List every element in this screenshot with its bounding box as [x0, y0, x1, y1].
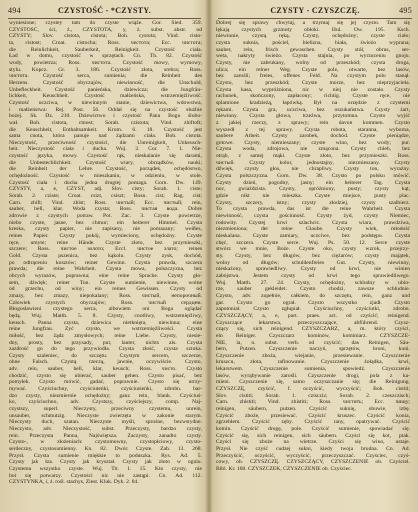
text-line: die Reinheit der Lehre. Czystość, porządek, ochędóstwo, [9, 166, 202, 173]
text-line: Unbefleckheit. Czystość panieńska, dziewicza; die Jungfräu- [9, 86, 202, 93]
text-line: nieskalana. Czyste zamiary, uczciwe, bez podstępu. Czysta [216, 233, 410, 239]
text-line: rachunek, skończony, zapłacony; richtig. Czyste ręce, nie [216, 93, 410, 100]
text-line: kruszcu, złota, rafinowanie. Czyszczenie żołądka, krwi, [216, 359, 410, 366]
text-line: bern, Putzen. Czyszczenie naczyń, sprzętów, broni, koni. [216, 346, 410, 353]
text-line: ulica; ein reiner Weg. Czyste pole, otwarte, bez lasów, [216, 66, 410, 73]
text-line: czystszy, superl. Nieczysty, przeciwny czystemu, unrein, [9, 406, 202, 413]
text-line: dźwięk, czysty głos, nie chrapliwy. Czysty ton, wyraźny. [216, 166, 410, 173]
text-line: keusch. Panna czysta, dziewica nietknięta, niewinna; eine [9, 319, 202, 326]
text-line: z jakiej rzeczy, z sprawy; rein davon kommen. Czysto [216, 119, 410, 126]
text-line: die Unbestechlichkeit. Czystość wiary, obrządków, nauki; [9, 159, 202, 166]
text-line: Nieczysty duch, szatan. Nieczyste myśli, sprośne, bezwstydne. [9, 419, 202, 426]
text-line: splamione kradzieżą, łapówką. Był na urzędzie z czystemi [216, 99, 410, 106]
text-line: sama cnota, która panuje nad żądzami ciała. Boh. cistota. [9, 133, 202, 140]
text-line: Czystość uczciwa, w niewinnym stanie, dziewictwa, wdowstwa, [9, 99, 202, 106]
text-line: sty. Czysty, bez długów, bez ciężarów; czysty majątek, [216, 252, 410, 259]
text-line: Carn. zhistiti; Vind. zhistiti; Ross. чистить; Ecc. чищу; [216, 399, 410, 406]
text-line: Czysta woda, zdrojowa, nie zmącona. Czysty chleb, bez [216, 146, 410, 153]
text-line: wał. Boh. cistota, ctnost; Sorab. czistota; Vind. zhiftoft; [9, 119, 202, 126]
text-line: czący się, sich reinigend. CZYSZCZARZ, a, m. który czyści, [216, 326, 410, 333]
text-line: wyniesione; czystey tam do czyste wiąże. Gor. Sied. 359. [9, 20, 202, 26]
text-line: weta, nakryty świeżo. Czysta stajnia, po wyrzuceniu gnoju. [216, 53, 410, 60]
text-line: unsauber, schmutzig. Nieczyste zwierzęta w zakonie starym. [9, 412, 202, 419]
text-line: reines Papier. Czysty pokój, wymieciony, ochędożny. Czyste [9, 233, 202, 239]
text-line: otrąb, z samej mąki. Czyste złoto, bez przymieszki. Ross. [216, 153, 410, 160]
right-page [210, 0, 418, 512]
text-line: stylu. Kopcz. Gr. 3. 186. Czystość złota, srebra; Ross. [9, 66, 202, 73]
text-line: bez zarośli; freies, offenes Feld. Na czystym polu stanął. [216, 73, 410, 80]
text-line: mieni. Czyszczenie się, samo oczyszczanie się; die Reinigung. [216, 379, 410, 386]
text-line: Sorab. 2. cziste; Croat. csizt, csiszt; Bosn. cist; Rag. cist; [9, 193, 202, 200]
text-line: sauber, hell, klar. Woda czysta; Ross. чистая вода. Dobre [9, 206, 202, 213]
text-line: lekarstwem. Czyszczenie sumienia, spowiedź. Czyszczenie [216, 366, 410, 373]
text-line: Czysta polszczyzna. Gorn. Dw. 38. Czysto po polsku mówić. [216, 173, 410, 180]
text-line: sem, dźwięk; reiner Ton. Czyste sumienie, niewinne, wolne [9, 279, 202, 286]
text-line: bożej. Sk. Dz. 210. Dziewictwo i czystość Panu Bogu ślubo- [9, 113, 202, 120]
text-line: wyszedł z tej sprawy. Czysta robota, staranna, wyborna, [216, 126, 410, 133]
text-line: gar. Czysto go ograł. Czysto wszystko zjadł. Czysto [216, 299, 410, 306]
text-line: Czyszczenie zboża, wiejanie, przesiewanie. Czyszczenie [216, 352, 410, 359]
text-line: zmazy, bez zmazy, niepokalany; Ross. чистый, непорочный. [9, 292, 202, 299]
text-line: wody, powietrza; Ross. чистота. Czystość mowy, wymowy, [9, 59, 202, 66]
text-line: będą. Wuj. Matth. 5. 8. Czysty, cnotliwy, wstrzemięźliwy, [9, 312, 202, 319]
text-line: To czysta prawda, das ist die reine Wahrheit. Czysta [216, 206, 410, 213]
text-line: Czyścić się, sich reinigen, sich säubern. Czyści się kot, ptak. [216, 432, 410, 439]
text-line: Czysto, bez przeszkód; Czyste morze, bez nieprzyjaciela. [216, 79, 410, 86]
text-line: Czysta kasa, wypróżniona, nic w niej nie zostało. Czysty [216, 86, 410, 93]
text-line: obcych wyrazów, poprawna; eine reine Sprache. Czysty gło- [9, 272, 202, 279]
text-line: ein Reiniger. Czyszczarz kominów, kominiarz. CZYSZCZE- [216, 332, 410, 339]
text-line: czysta suknia, pościel, bielizna, biała, świeżo wyprana; [216, 39, 410, 46]
text-line: CZYSZCZĘ, czyścić, f. oczyścić, wyczyścić; Boh. cistiti; [216, 386, 410, 393]
left-text-column [9, 20, 202, 508]
text-line: rękami. Czysta gra, uczciwa, bez oszukaństwa. Czysty żart, [216, 106, 410, 113]
text-line: CZYSZCZĄCY, a, e, part. praes. act. od czyścić; reinigend. [216, 312, 410, 319]
right-page-number: 495 [399, 6, 412, 15]
text-line: zazdrość go do tego przywiodła. Czysta złość, czysta sztuka. [9, 346, 202, 353]
text-line: Przysł. Nie czyść cudzej sukni, kiedy twoja brudna. Cn. Ad. [216, 446, 410, 452]
right-text-column [216, 20, 410, 508]
text-line: ochędożność. Czystość w mieszkaniu, w odzieniu, w stole. [9, 173, 202, 180]
text-line: Czysto, adv. zupełnie, całkiem, do szczętu, rein, ganz und [216, 292, 410, 299]
text-line: Nieczystość, przeciwność czystości, die Unreinigkeit, Unkeusch- [9, 139, 202, 146]
text-line: niebo czyste, jasne, bez chmur; ein heiterer Himmel. Czysta [9, 219, 202, 226]
left-running-title: CZYSTOŚĆ - *CZYSTY. [57, 6, 152, 15]
text-line: niewinność, czysta gościnność. Czysty żyd, czysty Niemiec, [216, 213, 410, 220]
text-line: zapomniał. Czysto zgłupiał. Czyściuchny, czyściutki, zdrobn. [216, 306, 410, 313]
text-line: Czysty, szczery, istny; czysty złodziej, czysty szalbierz. [216, 199, 410, 206]
right-page-header [218, 6, 412, 18]
text-line: Czysty, nie zabrukany, wolny od przeszkód; czysta droga, [216, 59, 410, 66]
text-line: miłość, bez żądz zmysłowych; reine Liebe. Czysty, niesie- [9, 332, 202, 339]
text-line: ohne Falsch. Czystą rzeczą, jawnie, oczywiście. Czysto, [9, 359, 202, 366]
text-line: die Keuschheit, Enthaltsamkeit. Krom. 6. 18. Czystość jest [9, 126, 202, 133]
text-line: dzo czysty, niezmiernie ochędożny; ganz rein, blank. Czyściuś- [9, 392, 202, 399]
text-line: gotowe. Czysty, niemieszany; czyste wino, bez wody; pur. [216, 139, 410, 146]
text-line: rodowity. Czystej krwi szlachcic. Czysta wiara, prawdziwa, [216, 219, 410, 226]
text-line: czystość języka, mowy. Czystość rąk, nieskalanie się darami, [9, 153, 202, 160]
text-line: nieskażony, sprawiedliwy. Czysty od krwi, nie winien [216, 266, 410, 273]
text-line: Gold. Czysta pszenica, bez kąkolu. Czysty zysk, dochód, [9, 252, 202, 259]
text-line: komin. Czyścić drogę, pole. Czyścić sumienie, spowiadać się. [216, 426, 410, 433]
text-line: reinigen, säubern, putzen. Czyścić suknię, obuwie, izbę. [216, 406, 410, 413]
text-line: ta, cistost; Croat. cistocha; Ross. честота; Ecc. чистота; [9, 39, 202, 46]
text-line: чистота. Czystość serca, sumienia; die Reinheit des [9, 73, 202, 80]
text-line: Dobrej się sprawy chwytaj, a trzymaj się jej czysto. Tam się [216, 20, 410, 26]
text-line: chodzić, czysto się ubierać, sauber gehen. Czysto pisać, bez [9, 372, 202, 379]
left-page-header [8, 6, 201, 18]
text-line: rze, sauber gekleidet. Czysto chodzi, zawsze schludnie. [216, 286, 410, 293]
text-line: Czystemu wszystko czyste. Wuj. Tit. 1. 15. Kto czysty, nie [9, 465, 202, 472]
text-line: stwórz we mnie, Boże. Czyste oko, czysty wzrok, przejrzy- [216, 246, 410, 253]
text-line: niewinnie, czystą ręką. Czysty, ochędożny; czyste ciało; [216, 33, 410, 40]
text-line: Czyścić zboże, przesiewać. Czyścić kruszec. Czyścić konia, [216, 412, 410, 419]
text-line: Herzens. Czystość obyczajów, niewinność, die Unschuld, [9, 79, 202, 86]
text-line: CZYSTY; Slov. cistota, cistota; Boh. cystota; Vind. cisto- [9, 33, 202, 40]
text-line: CZYSTOŚĆ, ści, ż., CZYSTOTA, y, ż. subst. abstr. od [9, 26, 202, 33]
text-line: mywać. Czyściuchny, czyściuteńki, czyściusieńki, zdrobn. bar- [9, 386, 202, 393]
text-line: Ład w domu, czystość w sprzętach. Cn. Th. 82. Czystość [9, 53, 202, 60]
text-line: niewinny. Czysta głowa, trzeźwa, przytomna. Czysto wyjść [216, 113, 410, 120]
text-line: dny, prosty, bez przysady, pur, lauter, nichts als. Czysta [9, 339, 202, 346]
text-line: sauber, rein, frisch gewaschen. Czysty stół, obrus, ser- [216, 46, 410, 53]
text-line: boi się potwarzy. Czystości nic nie zastąpi. Cn. Ad. 112. [9, 472, 202, 479]
text-line: noc, gwiaździsta. Czysty, opróżniony, pusty; czysty kąt, [216, 186, 410, 193]
text-line: lasów, wyrąbywanie zarośli. Czyszczenie drogi, pola z ka- [216, 372, 410, 379]
text-line: CZYSTYŃKA, i, ż. rośl. stachys, Ziest. Kluk. Dyk. 2. 84. [9, 479, 139, 486]
text-line: Nieczysto, adv. Nieczystość, subst. Przeczysty, bardzo czysty, [9, 426, 202, 433]
text-line: reine Jungfrau. Żyć czysto, we wstrzemięźliwości. Czysta [9, 326, 202, 333]
text-line: Przeczyścić, oczyścić, wyczyścić, przeczyszczać. Czyściec, czyś- [216, 452, 410, 459]
text-line: Czysty dzień, pogodny, jasny; ein heiterer Tag. Czysta [216, 179, 410, 186]
text-line: Czysty szaleniec, do szczętu. Czystym sercem, szczerze, [9, 352, 202, 359]
text-line: ko, czyściuchno, adv. Czystszy, czyściejszy, comp. Naj- [9, 399, 202, 406]
text-line: lękają czystych grzmoty obłoki. Hul. Ow. 195. Ksch. [216, 26, 410, 33]
text-line: die Reinlichkeit, Sauberkeit, Reinigkeit. Czystość ciała. [9, 46, 202, 53]
text-line: i małżeństwa: Rej. Post. 56. Oddał się na czystość służbie [9, 106, 202, 113]
text-line: niezmieniona; der reine Glaube. Czysty wiek, młodość [216, 226, 410, 233]
text-line: serdeczny, czystosumienny. Kn. 82. Dwór. Czyste. Zab. 13. 268. [9, 446, 202, 452]
text-line: gdzie nikt nie mieszka. Czyste miejsce, pusty plac. [216, 193, 410, 200]
text-line: Czyszczące lekarstwa, przeczyszczające, abführend. Czysz- [216, 319, 410, 326]
text-line: Czysto-, w złożeniach: czystomowny, czystopłciowy, czysto- [9, 439, 202, 446]
text-line: heit. Nieczystość ciała i ducha. Wuj. 2. Cor. 7. 1. Nie- [9, 146, 202, 153]
text-line: cowy, ob. CZYSZCZĘ. CZYSZCZĄCY, CZYSZCZENIE ob. Czyściel. [216, 459, 410, 466]
text-line: zgrzebłem. Czyścić zęby. Czyścić rany, opatrywać. Czyścić [216, 419, 410, 426]
text-line: po odtrąceniu kosztów; reiner Gewinn. Czysta prawda, szczera [9, 259, 202, 266]
text-line: kreska, czysty papier, nie zapisany, nie pomazany; weißes, [9, 226, 202, 233]
text-line: prawda; die reine Wahrheit. Czysta mowa, polszczyzna, bez [9, 266, 202, 273]
text-line: zabójstwa. Jestem czysty od krwi tego sprawiedliwego. [216, 272, 410, 279]
right-header-rule [218, 18, 412, 19]
text-line: Carn. zhift; Vind. zhist; Ross. чистый; Ecc. чистый; rein, [9, 199, 202, 206]
left-page-number: 494 [8, 6, 21, 15]
text-line: чистый. Czysty kolor, jednostajny, niezmieszany. Czysty [216, 159, 410, 166]
text-line: saubere Arbeit. Czysty zarobek, dochód. Czyste pieniądze, [216, 133, 410, 140]
text-line: Przysł. Czysta sumienie miękkie to poduszka. Rys. Ad. 5. [9, 452, 202, 459]
text-line: Błogosławieni czystego serca, albowiem oni Boga oglądać [9, 306, 202, 313]
left-header-rule [8, 18, 201, 19]
text-line: adv. rein, sauber, hell, klar, keusch; Ross. чисто. Czysto [9, 366, 202, 373]
text-line: NIE, ia, n. subst. verb. od czyścić; das Reinigen, Säu- [216, 339, 410, 346]
text-line: CZYSTY, a, e, CZYST, adj. Slov. cisty; Sorab. 1. ciste; [9, 186, 202, 193]
text-line: Czystość ciała i ducha jedna drugiej pomaga. Gorn. Dw. 149. [9, 179, 202, 186]
text-line: zdrowie z czystych potraw. Pot. Zac. 3. Czyste powietrze, [9, 213, 202, 220]
right-running-title: CZYSTY - CZYSZCZĘ. [270, 6, 360, 15]
text-line: Slov. cistiti; Sorab. 1. cziscziz; Sorab. 2. czeszczisch; [216, 392, 410, 399]
text-line: rein. Przeczysta Panna, Najświętsza. Zaczysty, zanadto czysty. [9, 432, 202, 439]
left-page [0, 0, 207, 512]
text-line: chęć, szczera. Czyste serce. Wuj. Ps. 50. 12. Serce czyste [216, 239, 410, 246]
text-line: lichkeit, Keuschheit. Czystość małżeńska, wstrzemięźliwość. [9, 93, 202, 100]
text-line: Bibl. Kr. 168. CZYSZCZEK, CZYSZCZENIE ob. Czyściec. [216, 465, 353, 472]
text-line: Czysty jak łza. Czysty jak kryształ. Czysty jak złoto w ogniu. [9, 459, 202, 466]
text-line: ręce, umyte; reine Hände. Czyste złoto, bez przymieszki, [9, 239, 202, 246]
text-line: pomyłek. Czysto mówić, gadać, poprawnie. Czysto się utrzy- [9, 379, 202, 386]
text-line: Wuj. Matth. 27. 24. Czysty, ochędożny, schludny w ubio- [216, 279, 410, 286]
text-line: wolny od długów; schuldenfreies Gut. Czysty, niewinny, [216, 259, 410, 266]
text-line: Człowiek czystych obyczajów; Ross. чистый сердцем. [9, 299, 202, 306]
text-line: od grzechu, od winy; ein reines Gewissen. Czysty od [9, 286, 202, 293]
text-line: Czyści się zboże na wietrze. Czyści się wino, ustaje. [216, 439, 410, 446]
text-line: szczere; Ross. чистое золото; Eccl. чистое злато; reines [9, 246, 202, 253]
